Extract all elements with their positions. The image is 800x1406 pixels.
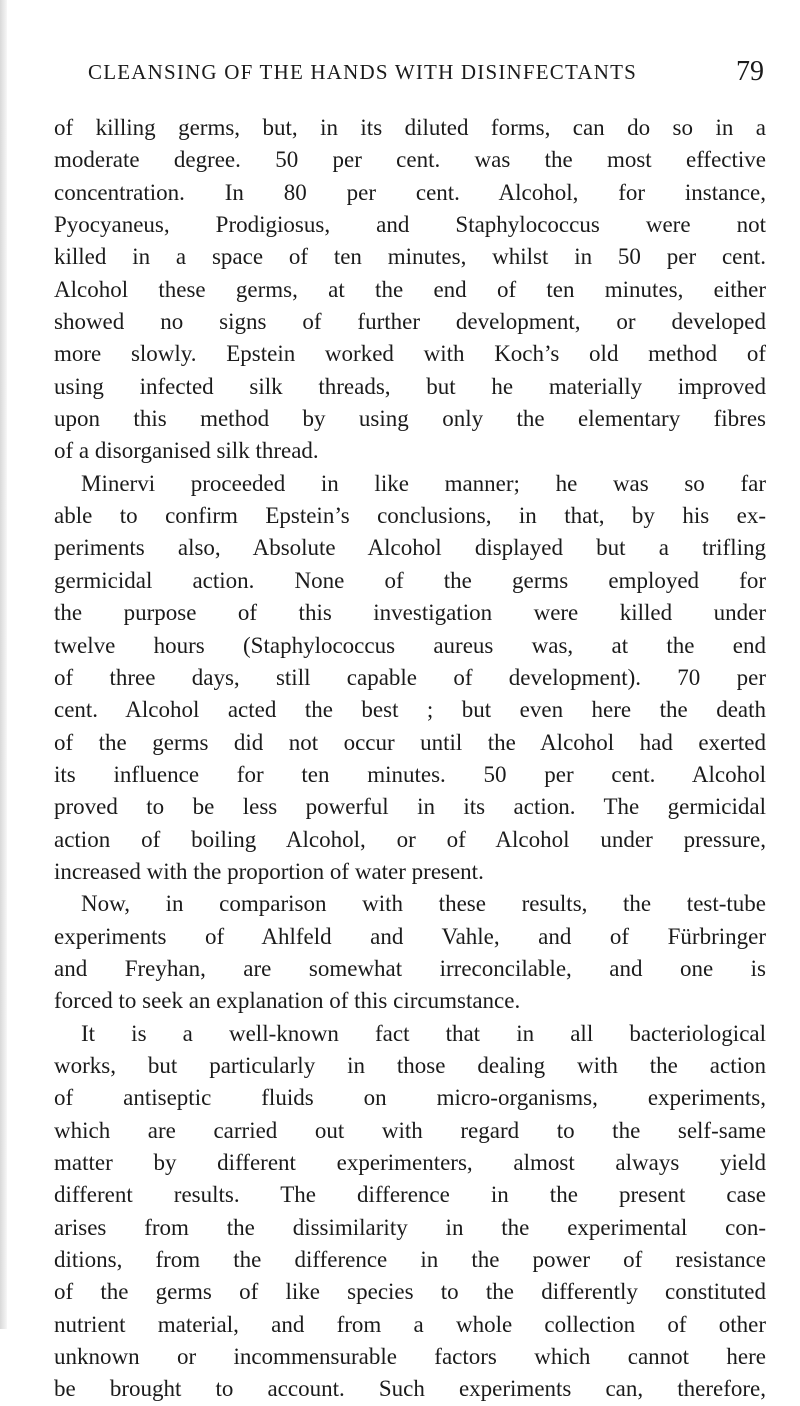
text-line: unknown or incommensurable factors which cannot here bbox=[54, 1344, 766, 1370]
text-line: twelve hours (Staphylococcus aureus was, at the end bbox=[54, 632, 766, 658]
text-line: killed in a space of ten minutes, whilst in 50 per cent. bbox=[54, 244, 766, 270]
text-line: more slowly. Epstein worked with Koch’s old method of bbox=[54, 341, 766, 367]
text-line: concentration. In 80 per cent. Alcohol, for instance, bbox=[54, 179, 766, 205]
text-line: moderate degree. 50 per cent. was the most effective bbox=[54, 147, 766, 173]
text-line: of the germs did not occur until the Alcohol had exerted bbox=[54, 729, 766, 755]
text-line: nutrient material, and from a whole collection of other bbox=[54, 1311, 766, 1337]
text-line: increased with the proportion of water present. bbox=[54, 858, 484, 884]
text-line: matter by different experimenters, almost always yield bbox=[54, 1150, 766, 1175]
text-line: of killing germs, but, in its diluted forms, can do so in a bbox=[54, 115, 766, 140]
text-line: arises from the dissimilarity in the experimental con- bbox=[54, 1214, 766, 1240]
text-line: proved to be less powerful in its action. The germicidal bbox=[54, 794, 766, 820]
text-line: its influence for ten minutes. 50 per cent. Alcohol bbox=[54, 761, 766, 787]
text-line: Pyocyaneus, Prodigiosus, and Staphylococcus were not bbox=[54, 212, 766, 238]
text-line: experiments of Ahlfeld and Vahle, and of Fürbringer bbox=[54, 923, 766, 949]
page-number: 79 bbox=[736, 56, 764, 87]
running-title: CLEANSING OF THE HANDS WITH DISINFECTANTS bbox=[88, 60, 637, 84]
text-line: of three days, still capable of development). 70 per bbox=[54, 664, 766, 690]
text-line: able to confirm Epstein’s conclusions, in that, by his ex- bbox=[54, 503, 766, 529]
text-line: Alcohol these germs, at the end of ten minutes, either bbox=[54, 276, 766, 302]
body-text bbox=[54, 112, 766, 1406]
text-line: showed no signs of further development, or developed bbox=[54, 309, 766, 335]
text-line: of the germs of like species to the differently constituted bbox=[54, 1279, 766, 1305]
text-line: Now, in comparison with these results, the test-tube bbox=[81, 891, 766, 917]
text-line: which are carried out with regard to the self-same bbox=[54, 1117, 766, 1143]
running-head bbox=[88, 58, 764, 92]
text-line: using infected silk threads, but he materially improved bbox=[54, 373, 766, 399]
text-line: It is a well-known fact that in all bacteriological bbox=[81, 1020, 766, 1046]
text-line: action of boiling Alcohol, or of Alcohol under pressure, bbox=[54, 826, 766, 852]
text-line: different results. The difference in the present case bbox=[54, 1182, 766, 1208]
text-line: periments also, Absolute Alcohol displayed but a trifling bbox=[54, 535, 766, 561]
text-line: be brought to account. Such experiments can, therefore, bbox=[54, 1376, 766, 1402]
text-line: works, but particularly in those dealing with the action bbox=[54, 1052, 766, 1078]
text-line: and Freyhan, are somewhat irreconcilable, and one is bbox=[54, 955, 766, 981]
text-line: germicidal action. None of the germs employed for bbox=[54, 567, 766, 593]
text-line: ditions, from the difference in the power of resistance bbox=[54, 1247, 766, 1273]
text-line: Minervi proceeded in like manner; he was so far bbox=[81, 470, 766, 496]
text-line: of a disorganised silk thread. bbox=[54, 438, 319, 464]
page-gutter-shadow bbox=[0, 0, 7, 1329]
text-line: the purpose of this investigation were killed under bbox=[54, 600, 766, 626]
text-line: upon this method by using only the elementary fibres bbox=[54, 406, 766, 432]
text-line: cent. Alcohol acted the best ; but even here the death bbox=[54, 697, 766, 723]
text-line: of antiseptic fluids on micro-organisms, experiments, bbox=[54, 1085, 766, 1111]
text-line: forced to seek an explanation of this circumstance. bbox=[54, 988, 521, 1014]
